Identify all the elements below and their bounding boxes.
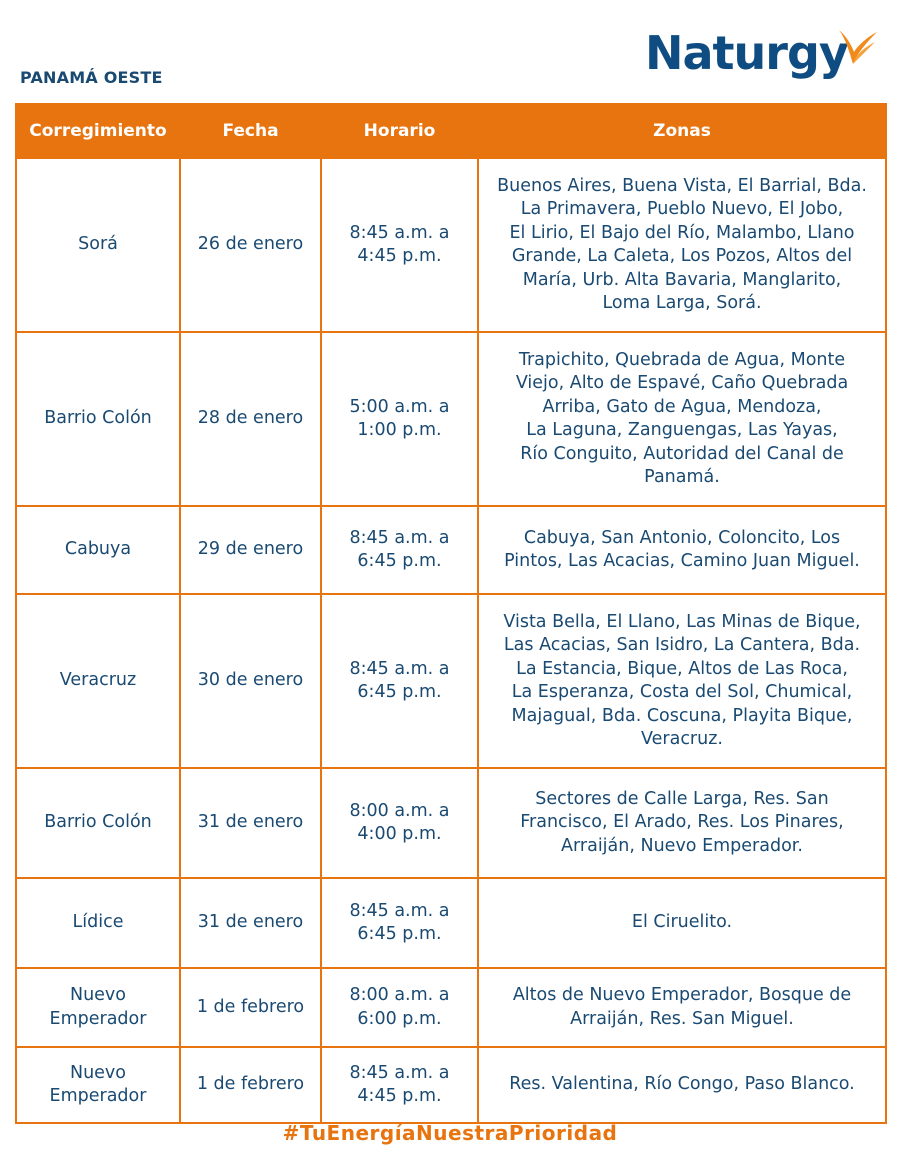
corregimiento-cell: Veracruz	[16, 594, 180, 768]
cell-line: 8:45 a.m. a	[349, 1062, 450, 1083]
cell-line: Nuevo	[69, 1062, 126, 1083]
butterfly-icon	[835, 18, 885, 84]
horario-cell	[321, 158, 478, 332]
cell-line: Río Conguito, Autoridad del Canal de	[520, 443, 844, 464]
cell-line: Vista Bella, El Llano, Las Minas de Bique,	[503, 611, 861, 632]
cell-line: Cabuya, San Antonio, Coloncito, Los	[523, 527, 841, 548]
table-row	[16, 968, 886, 1047]
corregimiento-cell: Lídice	[16, 878, 180, 968]
zonas-cell	[478, 506, 886, 594]
cell-line: Arraiján, Nuevo Emperador.	[561, 835, 803, 856]
cell-line: 6:45 p.m.	[357, 682, 442, 702]
cell-line: Nuevo	[69, 985, 126, 1005]
fecha-cell: 31 de enero	[180, 878, 321, 968]
cell-line: Trapichito, Quebrada de Agua, Monte	[518, 349, 846, 370]
region-title: PANAMÁ OESTE	[20, 68, 163, 87]
fecha-cell: 31 de enero	[180, 768, 321, 878]
horario-cell	[321, 332, 478, 506]
cell-line: La Esperanza, Costa del Sol, Chumical,	[511, 682, 853, 702]
cell-line: 6:45 p.m.	[357, 551, 442, 571]
fecha-cell: 1 de febrero	[180, 968, 321, 1047]
corregimiento-cell: Sorá	[16, 158, 180, 332]
column-header-fecha: Fecha	[180, 104, 321, 158]
corregimiento-cell: Barrio Colón	[16, 332, 180, 506]
cell-line: Emperador	[49, 1086, 147, 1106]
table-row	[16, 332, 886, 506]
campaign-hashtag: #TuEnergíaNuestraPrioridad	[282, 1121, 618, 1145]
cell-line: Res. Valentina, Río Congo, Paso Blanco.	[509, 1074, 855, 1095]
cell-line: 4:45 p.m.	[357, 246, 442, 266]
cell-line: Altos de Nuevo Emperador, Bosque de	[512, 985, 852, 1005]
table-row	[16, 594, 886, 768]
corregimiento-cell	[16, 1047, 180, 1123]
horario-cell	[321, 878, 478, 968]
table-row	[16, 1047, 886, 1123]
fecha-cell: 26 de enero	[180, 158, 321, 332]
schedule-table	[15, 103, 887, 1124]
cell-line: Francisco, El Arado, Res. Los Pinares,	[520, 812, 844, 833]
horario-cell	[321, 768, 478, 878]
column-header-corregimiento: Corregimiento	[16, 104, 180, 158]
column-header-horario: Horario	[321, 104, 478, 158]
cell-line: Emperador	[49, 1008, 147, 1029]
cell-line: Arriba, Gato de Agua, Mendoza,	[542, 396, 822, 417]
zonas-cell	[478, 332, 886, 506]
cell-line: 8:45 a.m. a	[349, 222, 450, 243]
zonas-cell	[478, 1047, 886, 1123]
fecha-cell: 30 de enero	[180, 594, 321, 768]
corregimiento-cell: Barrio Colón	[16, 768, 180, 878]
cell-line: Las Acacias, San Isidro, La Cantera, Bda.	[503, 635, 861, 655]
cell-line: El Lirio, El Bajo del Río, Malambo, Llano	[509, 222, 855, 243]
cell-line: 6:45 p.m.	[357, 924, 442, 944]
cell-line: 4:45 p.m.	[357, 1086, 442, 1106]
cell-line: Sectores de Calle Larga, Res. San	[535, 788, 829, 809]
cell-line: La Laguna, Zanguengas, Las Yayas,	[526, 420, 838, 440]
horario-cell	[321, 1047, 478, 1123]
cell-line: 4:00 p.m.	[357, 824, 442, 844]
cell-line: Veracruz.	[641, 729, 723, 749]
table-row	[16, 768, 886, 878]
cell-line: Loma Larga, Sorá.	[602, 293, 762, 313]
cell-line: Majagual, Bda. Coscuna, Playita Bique,	[511, 705, 853, 726]
cell-line: María, Urb. Alta Bavaria, Manglarito,	[522, 269, 842, 290]
column-header-zonas: Zonas	[478, 104, 886, 158]
table-header-row	[16, 104, 886, 158]
zonas-cell	[478, 158, 886, 332]
cell-line: 5:00 a.m. a	[349, 396, 450, 417]
zonas-cell	[478, 878, 886, 968]
horario-cell	[321, 506, 478, 594]
brand-name: Naturgy	[645, 26, 848, 80]
table-row	[16, 878, 886, 968]
cell-line: 8:00 a.m. a	[349, 985, 450, 1005]
horario-cell	[321, 594, 478, 768]
cell-line: Pintos, Las Acacias, Camino Juan Miguel.	[504, 551, 860, 571]
cell-line: Panamá.	[644, 467, 720, 487]
horario-cell	[321, 968, 478, 1047]
fecha-cell: 28 de enero	[180, 332, 321, 506]
zonas-cell	[478, 768, 886, 878]
cell-line: Viejo, Alto de Espavé, Caño Quebrada	[515, 373, 849, 393]
fecha-cell: 1 de febrero	[180, 1047, 321, 1123]
fecha-cell: 29 de enero	[180, 506, 321, 594]
cell-line: Grande, La Caleta, Los Pozos, Altos del	[511, 246, 853, 266]
corregimiento-cell: Cabuya	[16, 506, 180, 594]
cell-line: Buenos Aires, Buena Vista, El Barrial, Bda.	[497, 175, 867, 196]
cell-line: La Estancia, Bique, Altos de Las Roca,	[516, 658, 848, 679]
zonas-cell	[478, 968, 886, 1047]
cell-line: La Primavera, Pueblo Nuevo, El Jobo,	[520, 199, 844, 219]
cell-line: 6:00 p.m.	[357, 1008, 442, 1029]
cell-line: 1:00 p.m.	[357, 420, 442, 440]
cell-line: 8:00 a.m. a	[349, 800, 450, 821]
cell-line: El Ciruelito.	[631, 912, 733, 933]
corregimiento-cell	[16, 968, 180, 1047]
cell-line: 8:45 a.m. a	[349, 527, 450, 548]
cell-line: 8:45 a.m. a	[349, 658, 450, 679]
cell-line: 8:45 a.m. a	[349, 900, 450, 921]
zonas-cell	[478, 594, 886, 768]
cell-line: Arraiján, Res. San Miguel.	[570, 1008, 794, 1029]
table-row	[16, 158, 886, 332]
naturgy-logo	[645, 18, 890, 88]
table-row	[16, 506, 886, 594]
